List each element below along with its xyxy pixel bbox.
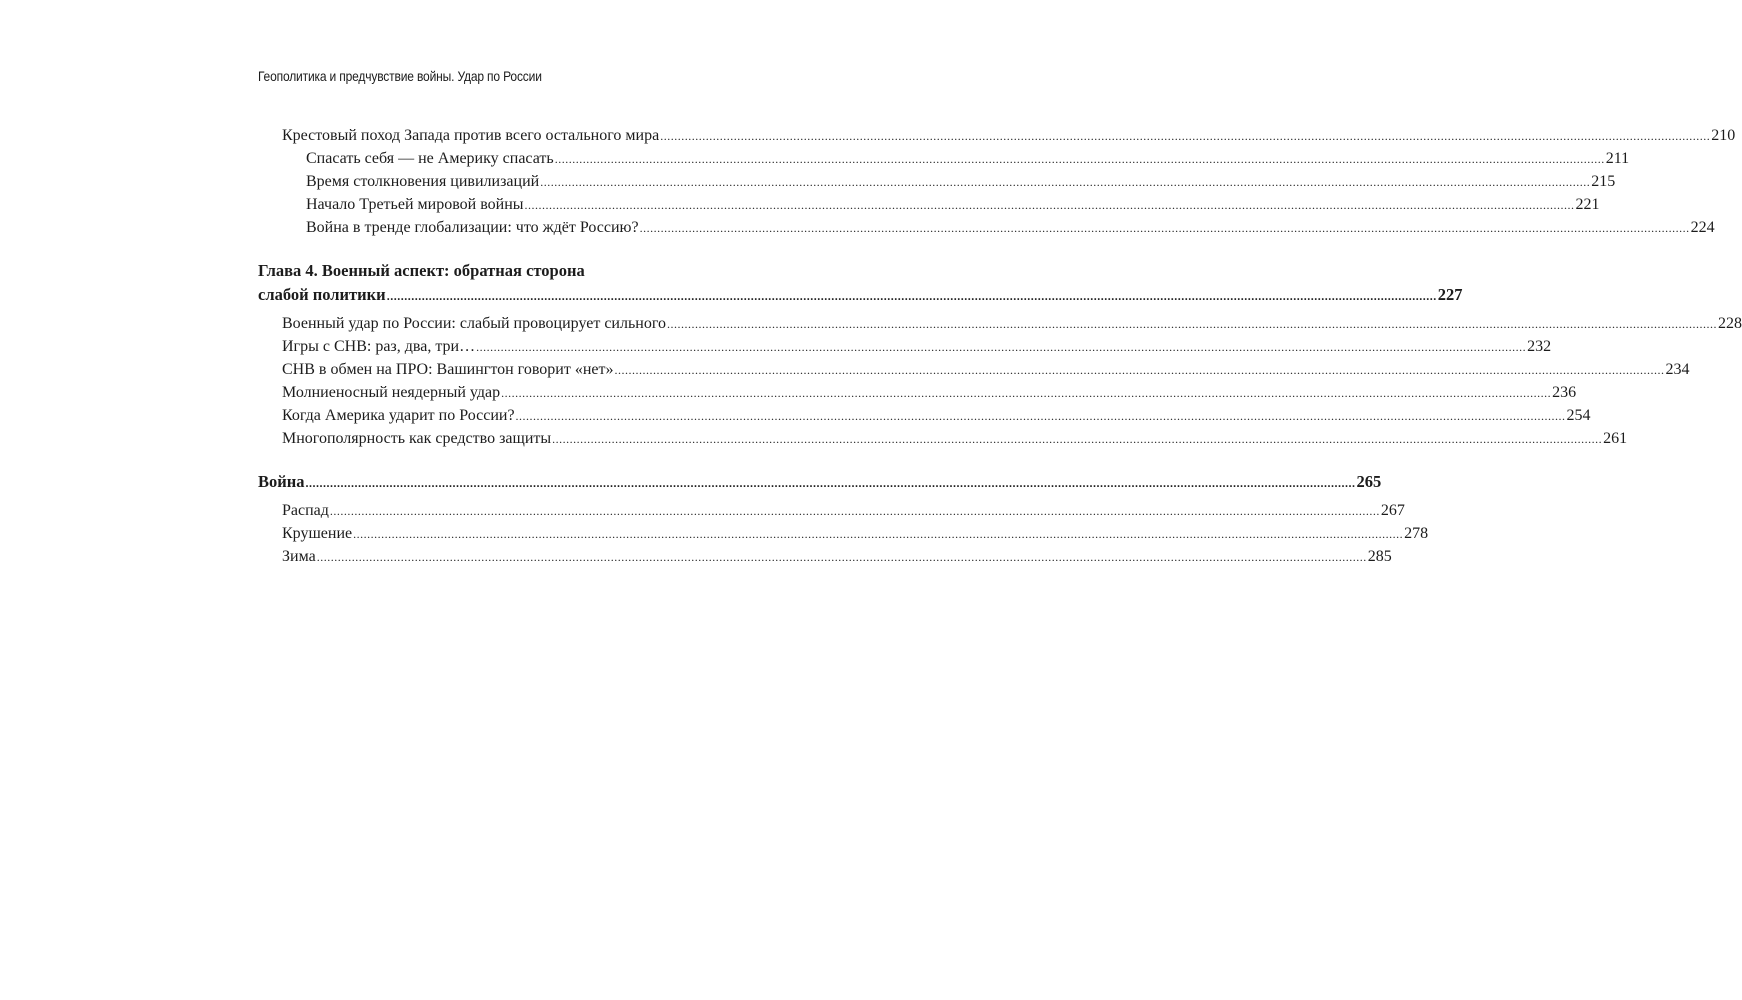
- toc-entry-title: Крестовый поход Запада против всего остального мира: [282, 127, 660, 144]
- toc-entry-title: Время столкновения цивилизаций: [306, 173, 540, 190]
- toc-entry: [258, 381, 1577, 404]
- toc-entry-title: Война в тренде глобализации: что ждёт Россию?: [306, 219, 639, 236]
- leader-dots: ............................................................................................................................................................................................................................................................................................................: [554, 152, 1605, 166]
- leader-dots: ............................................................................................................................................................................................................................................................................................................: [353, 527, 1404, 541]
- toc-entry-page: 278: [1404, 525, 1429, 542]
- toc-entry-title: Зима: [282, 548, 316, 565]
- toc-entry-page: 215: [1591, 173, 1616, 190]
- toc-entry: [258, 193, 1600, 216]
- leader-dots: ............................................................................................................................................................................................................................................................................................................: [476, 340, 1527, 354]
- toc-entry-title: Молниеносный неядерный удар: [282, 384, 501, 401]
- toc-entry-title: Когда Америка ударит по России?: [282, 407, 515, 424]
- chapter-4-title: Глава 4. Военный аспект: обратная сторона: [258, 261, 585, 280]
- toc-entry-title: Спасать себя — не Америку спасать: [306, 150, 554, 167]
- toc-entry: [258, 358, 1690, 381]
- toc-entry-title: Военный удар по России: слабый провоцирует сильного: [282, 315, 666, 332]
- leader-dots: ............................................................................................................................................................................................................................................................................................................: [386, 289, 1437, 303]
- toc-entry-page: 285: [1367, 548, 1392, 565]
- toc-entry-page: 236: [1552, 384, 1577, 401]
- toc-entry-page: 267: [1380, 502, 1405, 519]
- running-head: Геополитика и предчувствие войны. Удар по России: [258, 68, 542, 84]
- toc-entry-title: Крушение: [282, 525, 353, 542]
- toc-entry-page: 224: [1690, 219, 1715, 236]
- toc-entry: [258, 335, 1552, 358]
- leader-dots: ............................................................................................................................................................................................................................................................................................................: [524, 198, 1575, 212]
- toc-entry: [258, 124, 1736, 147]
- toc-entry-title: Начало Третьей мировой войны: [306, 196, 524, 213]
- toc-entry: [258, 427, 1628, 450]
- war-heading: [258, 470, 1382, 493]
- war-title: Война: [258, 472, 305, 491]
- toc-entry-title: Многополярность как средство защиты: [282, 430, 552, 447]
- leader-dots: ............................................................................................................................................................................................................................................................................................................: [667, 317, 1717, 331]
- leader-dots: ............................................................................................................................................................................................................................................................................................................: [552, 432, 1603, 446]
- toc-entry-page: 232: [1527, 338, 1552, 355]
- toc-entry-title: Распад: [282, 502, 329, 519]
- leader-dots: ............................................................................................................................................................................................................................................................................................................: [660, 129, 1711, 143]
- leader-dots: ............................................................................................................................................................................................................................................................................................................: [305, 476, 1356, 490]
- leader-dots: ............................................................................................................................................................................................................................................................................................................: [316, 550, 1367, 564]
- chapter-4-title-continued: слабой политики: [258, 285, 386, 304]
- toc-entry: [258, 499, 1405, 522]
- toc-entry: [258, 522, 1429, 545]
- toc-entry: [258, 545, 1392, 568]
- leader-dots: ............................................................................................................................................................................................................................................................................................................: [639, 221, 1690, 235]
- leader-dots: ............................................................................................................................................................................................................................................................................................................: [501, 386, 1552, 400]
- toc-entry-page: 221: [1575, 196, 1600, 213]
- chapter-4-page: 227: [1437, 285, 1463, 304]
- toc-entry-page: 254: [1566, 407, 1591, 424]
- leader-dots: ............................................................................................................................................................................................................................................................................................................: [540, 175, 1591, 189]
- toc-entry-page: 211: [1605, 150, 1630, 167]
- toc-entry-title: Игры с СНВ: раз, два, три…: [282, 338, 476, 355]
- leader-dots: ............................................................................................................................................................................................................................................................................................................: [614, 363, 1665, 377]
- toc-entry-page: 210: [1711, 127, 1736, 144]
- toc-entry: [258, 312, 1742, 335]
- leader-dots: ............................................................................................................................................................................................................................................................................................................: [515, 409, 1566, 423]
- chapter-4-heading: [258, 283, 1463, 306]
- table-of-contents: [258, 124, 1742, 568]
- toc-entry: [258, 147, 1630, 170]
- toc-entry-page: 234: [1665, 361, 1690, 378]
- toc-entry: [258, 170, 1616, 193]
- war-page: 265: [1356, 472, 1382, 491]
- toc-entry-page: 228: [1718, 315, 1742, 332]
- toc-entry: [258, 404, 1591, 427]
- toc-entry-page: 261: [1603, 430, 1628, 447]
- toc-entry: [258, 216, 1715, 239]
- leader-dots: ............................................................................................................................................................................................................................................................................................................: [329, 504, 1380, 518]
- toc-entry-title: СНВ в обмен на ПРО: Вашингтон говорит «нет»: [282, 361, 614, 378]
